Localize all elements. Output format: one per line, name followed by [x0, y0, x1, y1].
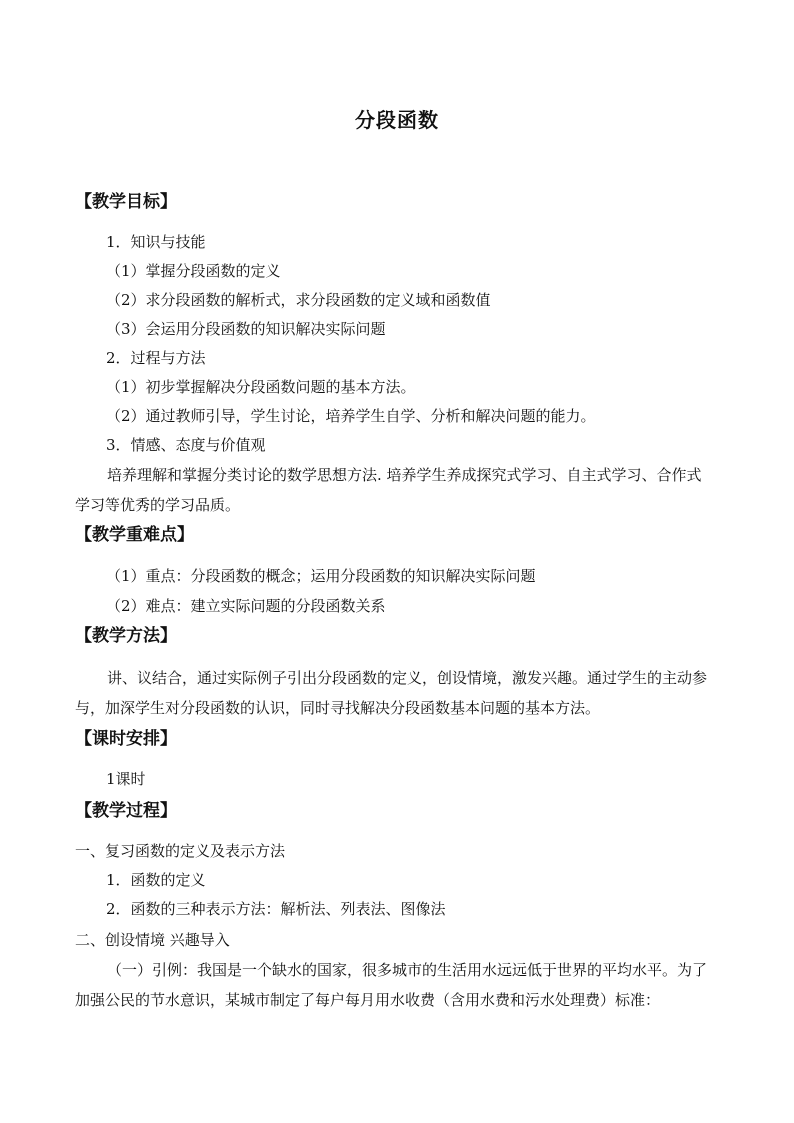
objective-item-1: 1．知识与技能: [106, 233, 206, 251]
process-part-1-1: 1．函数的定义: [106, 871, 206, 889]
process-heading: 【教学过程】: [75, 801, 177, 821]
objective-item-1-1: （1）掌握分段函数的定义: [106, 262, 281, 280]
key-point-2: （2）难点：建立实际问题的分段函数关系: [106, 597, 386, 615]
process-part-2-text: （一）引例：我国是一个缺水的国家，很多城市的生活用水远远低于世界的平均水平。为了加强公民的节水意识，某城市制定了每户每月用水收费（含用水费和污水处理费）标准：: [75, 961, 708, 1009]
schedule-text: 1课时: [106, 770, 146, 788]
key-points-heading: 【教学重难点】: [75, 525, 194, 545]
objective-item-2-2: （2）通过教师引导，学生讨论，培养学生自学、分析和解决问题的能力。: [106, 407, 596, 425]
schedule-heading: 【课时安排】: [75, 729, 177, 749]
methods-text: 讲、议结合，通过实际例子引出分段函数的定义，创设情境，激发兴趣。通过学生的主动参与，加深学生对分段函数的认识，同时寻找解决分段函数基本问题的基本方法。: [75, 669, 708, 717]
process-part-2: 二、创设情境 兴趣导入: [75, 931, 230, 949]
objective-item-2-1: （1）初步掌握解决分段函数问题的基本方法。: [106, 378, 416, 396]
objective-item-1-2: （2）求分段函数的解析式，求分段函数的定义域和函数值: [106, 291, 491, 309]
process-part-1: 一、复习函数的定义及表示方法: [75, 842, 286, 860]
objective-item-3: 3．情感、态度与价值观: [106, 436, 266, 454]
objectives-heading: 【教学目标】: [75, 192, 177, 212]
methods-heading: 【教学方法】: [75, 626, 177, 646]
key-point-1: （1）重点：分段函数的概念；运用分段函数的知识解决实际问题: [106, 567, 536, 585]
objective-item-3-text: 培养理解和掌握分类讨论的数学思想方法. 培养学生养成探究式学习、自主式学习、合作式学习等优秀的学习品质。: [75, 466, 702, 514]
process-part-1-2: 2．函数的三种表示方法：解析法、列表法、图像法: [106, 900, 446, 918]
objective-item-2: 2．过程与方法: [106, 349, 206, 367]
page-title: 分段函数: [355, 108, 439, 132]
objective-item-1-3: （3）会运用分段函数的知识解决实际问题: [106, 320, 386, 338]
